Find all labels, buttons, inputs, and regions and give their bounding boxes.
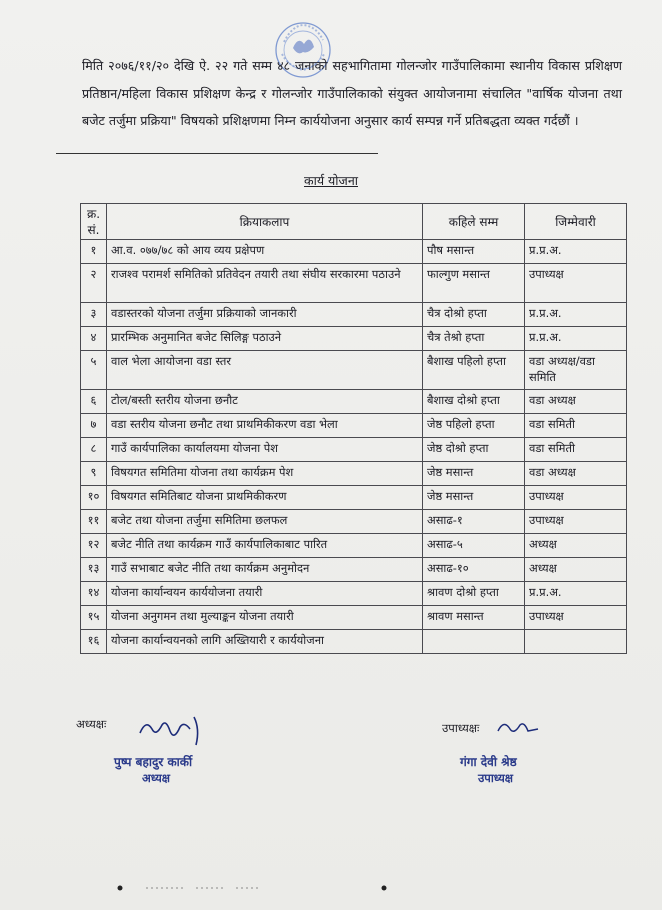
table-row (81, 510, 627, 534)
row-activity: वडास्तरको योजना तर्जुमा प्रक्रियाको जानकारी (107, 303, 423, 327)
row-activity: विषयगत समितिमा योजना तथा कार्यक्रम पेश (107, 462, 423, 486)
row-activity: वडा स्तरीय योजना छनौट तथा प्राथमिकीकरण वडा भेला (107, 414, 423, 438)
row-responsible: वडा समिती (525, 438, 627, 462)
row-sn: १२ (81, 534, 107, 558)
row-deadline: बैशाख पहिलो हप्ता (423, 351, 525, 390)
table-row (81, 558, 627, 582)
row-sn: ११ (81, 510, 107, 534)
row-sn: २ (81, 264, 107, 303)
header-deadline: कहिले सम्म (423, 204, 525, 240)
row-responsible: प्र.प्र.अ. (525, 240, 627, 264)
table-row (81, 327, 627, 351)
row-deadline: जेष्ठ मसान्त (423, 486, 525, 510)
row-sn: ५ (81, 351, 107, 390)
row-sn: १ (81, 240, 107, 264)
row-sn: ७ (81, 414, 107, 438)
row-deadline: फाल्गुण मसान्त (423, 264, 525, 303)
row-deadline: जेष्ठ पहिलो हप्ता (423, 414, 525, 438)
row-deadline: चैत्र तेश्रो हप्ता (423, 327, 525, 351)
row-sn: १३ (81, 558, 107, 582)
row-responsible: वडा अध्यक्ष/वडा समिति (525, 351, 627, 390)
vice-chairperson-handwritten-signature (494, 713, 544, 741)
scan-edge-marks (0, 878, 662, 898)
header-sn: क्र. सं. (81, 204, 107, 240)
table-row (81, 438, 627, 462)
row-deadline: असाढ-१ (423, 510, 525, 534)
row-deadline: असाढ-५ (423, 534, 525, 558)
table-row (81, 240, 627, 264)
plan-heading-text: कार्य योजना (304, 173, 358, 188)
table-row (81, 303, 627, 327)
row-activity: योजना अनुगमन तथा मुल्याङ्कन योजना तयारी (107, 606, 423, 630)
row-sn: १० (81, 486, 107, 510)
row-activity: आ.व. ०७७/७८ को आय व्यय प्रक्षेपण (107, 240, 423, 264)
table-row (81, 606, 627, 630)
row-deadline: पौष मसान्त (423, 240, 525, 264)
table-header-row (81, 204, 627, 240)
row-deadline: चैत्र दोश्रो हप्ता (423, 303, 525, 327)
row-responsible: वडा अध्यक्ष (525, 462, 627, 486)
row-sn: १५ (81, 606, 107, 630)
row-responsible: वडा अध्यक्ष (525, 390, 627, 414)
vice-chairperson-name: गंगा देवी श्रेष्ठ (460, 755, 517, 769)
chairperson-role: अध्यक्ष (142, 771, 171, 785)
row-activity: गाउँ कार्यपालिका कार्यालयमा योजना पेश (107, 438, 423, 462)
row-activity: विषयगत समितिबाट योजना प्राथमिकीकरण (107, 486, 423, 510)
chairperson-handwritten-signature (136, 711, 208, 751)
vice-chairperson-label: उपाध्यक्षः (442, 721, 480, 735)
table-row (81, 351, 627, 390)
table-row (81, 582, 627, 606)
vice-chairperson-signature-block (420, 713, 620, 803)
row-activity: बजेट नीति तथा कार्यक्रम गाउँ कार्यपालिकाबाट पारित (107, 534, 423, 558)
row-deadline (423, 630, 525, 654)
row-sn: ३ (81, 303, 107, 327)
row-responsible: वडा समिती (525, 414, 627, 438)
row-deadline: श्रावण मसान्त (423, 606, 525, 630)
header-activity: क्रियाकलाप (107, 204, 423, 240)
row-sn: ६ (81, 390, 107, 414)
row-deadline: जेष्ठ मसान्त (423, 462, 525, 486)
plan-heading (0, 172, 662, 189)
row-activity: राजश्व परामर्श समितिको प्रतिवेदन तयारी तथा संघीय सरकारमा पठाउने (107, 264, 423, 303)
row-deadline: बैशाख दोश्रो हप्ता (423, 390, 525, 414)
table-row (81, 486, 627, 510)
row-deadline: श्रावण दोश्रो हप्ता (423, 582, 525, 606)
header-responsible: जिम्मेवारी (525, 204, 627, 240)
row-sn: ९ (81, 462, 107, 486)
table-row (81, 534, 627, 558)
row-deadline: असाढ-१० (423, 558, 525, 582)
row-responsible (525, 630, 627, 654)
row-activity: टोल/बस्ती स्तरीय योजना छनौट (107, 390, 423, 414)
row-activity: योजना कार्यान्वयनको लागि अख्तियारी र कार्ययोजना (107, 630, 423, 654)
row-sn: १६ (81, 630, 107, 654)
row-responsible: प्र.प्र.अ. (525, 327, 627, 351)
chairperson-name: पुष्प बहादुर कार्की (114, 755, 193, 769)
row-responsible: उपाध्यक्ष (525, 486, 627, 510)
underline-stroke (56, 153, 378, 154)
table-row (81, 390, 627, 414)
row-responsible: अध्यक्ष (525, 534, 627, 558)
row-sn: ८ (81, 438, 107, 462)
chairperson-label: अध्यक्षः (76, 717, 107, 731)
table-row (81, 414, 627, 438)
row-activity: वाल भेला आयोजना वडा स्तर (107, 351, 423, 390)
row-activity: बजेट तथा योजना तर्जुमा समितिमा छलफल (107, 510, 423, 534)
chairperson-signature-block (70, 713, 270, 803)
row-responsible: प्र.प्र.अ. (525, 303, 627, 327)
table-row (81, 630, 627, 654)
intro-paragraph: मिति २०७६/११/२० देखि ऐ. २२ गते सम्म ४८ जनाको सहभागितामा गोलन्जोर गाउँपालिकामा स्थानीय विकास प्रशिक्षण प्रतिष्ठान/महिला विकास प्रशिक्षण केन्द्र र गोलन्जोर गाउँपालिकाको संयुक्त आयोजनामा संचालित "वार्षिक योजना तथा बजेट तर्जुमा प्रक्रिया" विषयको प्रशिक्षणमा निम्न कार्ययोजना अनुसार कार्य सम्पन्न गर्ने प्रतिबद्धता व्यक्त गर्दछौं । (82, 58, 622, 128)
row-responsible: उपाध्यक्ष (525, 510, 627, 534)
row-responsible: प्र.प्र.अ. (525, 582, 627, 606)
table-row (81, 462, 627, 486)
row-responsible: उपाध्यक्ष (525, 606, 627, 630)
vice-chairperson-role: उपाध्यक्ष (478, 771, 514, 785)
row-sn: ४ (81, 327, 107, 351)
row-responsible: अध्यक्ष (525, 558, 627, 582)
row-activity: योजना कार्यान्वयन कार्ययोजना तयारी (107, 582, 423, 606)
row-responsible: उपाध्यक्ष (525, 264, 627, 303)
action-plan-table (80, 203, 627, 654)
table-row (81, 264, 627, 303)
table-body (81, 240, 627, 654)
row-sn: १४ (81, 582, 107, 606)
row-activity: गाउँ सभाबाट बजेट नीति तथा कार्यक्रम अनुमोदन (107, 558, 423, 582)
row-deadline: जेष्ठ दोश्रो हप्ता (423, 438, 525, 462)
row-activity: प्रारम्भिक अनुमानित बजेट सिलिङ्ग पठाउने (107, 327, 423, 351)
